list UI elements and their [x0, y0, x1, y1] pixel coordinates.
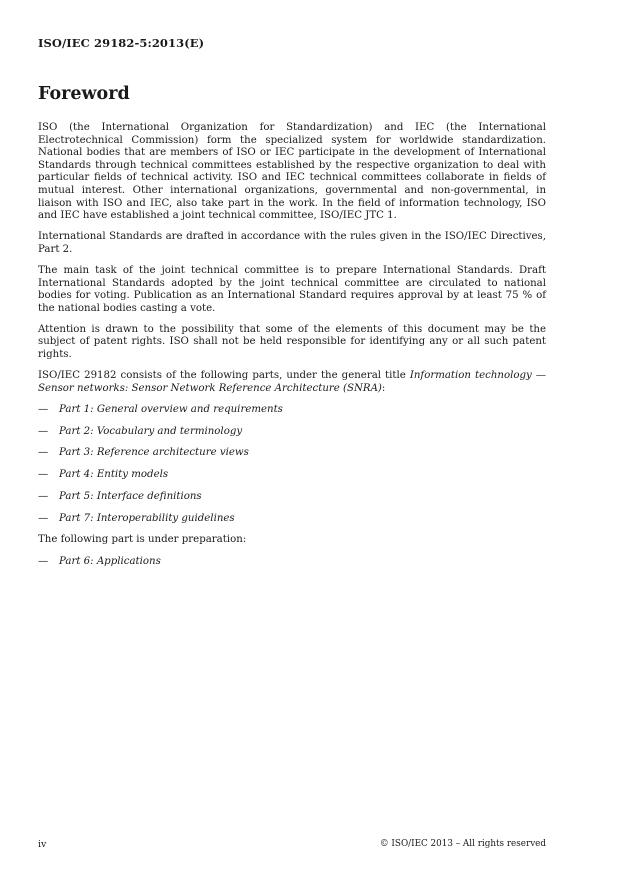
list-item — [38, 426, 546, 439]
list-item — [38, 447, 546, 460]
paragraph-in-preparation: The following part is under preparation: — [38, 534, 247, 546]
part-label: Part 4: Entity models — [59, 469, 169, 481]
list-dash: — — [38, 490, 49, 502]
paragraph-organizations: ISO (the International Organization for Standardization) and IEC (the International Electrotechnical Commission) form the specialized system for worldwide standardization. National bodies that are members of ISO or IEC participate in the development of International Standards through technical committees established by the respective organization to deal with particular fields of technical activity. ISO and IEC technical committees collaborate in fields of mutual interest. Other international organizations, governmental and non-governmental, in liaison with ISO and IEC, also take part in the work. In the field of information technology, ISO and IEC have established a joint technical committee, ISO/IEC JTC 1. — [38, 122, 546, 222]
page-number: iv — [38, 839, 47, 850]
part-label: Part 6: Applications — [59, 555, 161, 567]
part-label: Part 7: Interoperability guidelines — [59, 512, 235, 524]
list-item — [38, 404, 546, 417]
document-id-header: ISO/IEC 29182-5:2013(E) — [38, 36, 205, 50]
part-label: Part 2: Vocabulary and terminology — [59, 425, 243, 437]
list-dash: — — [38, 403, 49, 415]
list-dash: — — [38, 555, 49, 567]
parts-intro-colon: : — [381, 382, 386, 394]
copyright-notice: © ISO/IEC 2013 – All rights reserved — [379, 839, 546, 849]
part-label: Part 1: General overview and requirements — [59, 403, 283, 415]
parts-intro-text: ISO/IEC 29182 consists of the following parts, under the general title — [38, 370, 410, 382]
list-item — [38, 469, 546, 482]
paragraph-patent-rights: Attention is drawn to the possibility that some of the elements of this document may be the subject of patent rights. ISO shall not be held responsible for identifying any or all such patent rights. — [38, 323, 546, 360]
paragraph-directives: International Standards are drafted in accordance with the rules given in the ISO/IEC Directives, Part 2. — [38, 231, 546, 255]
list-item — [38, 491, 546, 504]
paragraph-main-task: The main task of the joint technical committee is to prepare International Standards. Draft International Standards adopted by the joint technical committee are circulated to national bodies for voting. Publication as an International Standard requires approval by at least 75 % of the national bodies casting a vote. — [38, 264, 546, 314]
list-dash: — — [38, 425, 49, 437]
list-item — [38, 556, 546, 569]
part-label: Part 3: Reference architecture views — [59, 447, 249, 459]
paragraph-parts-intro — [38, 370, 546, 395]
list-dash: — — [38, 447, 49, 459]
list-dash: — — [38, 512, 49, 524]
page-title: Foreword — [38, 84, 130, 104]
foreword-body — [38, 122, 546, 577]
list-dash: — — [38, 469, 49, 481]
general-title: Information technology — Sensor networks: Sensor Network Reference Architecture (SNRA) — [38, 370, 546, 394]
list-item — [38, 513, 546, 526]
part-label: Part 5: Interface definitions — [59, 490, 202, 502]
